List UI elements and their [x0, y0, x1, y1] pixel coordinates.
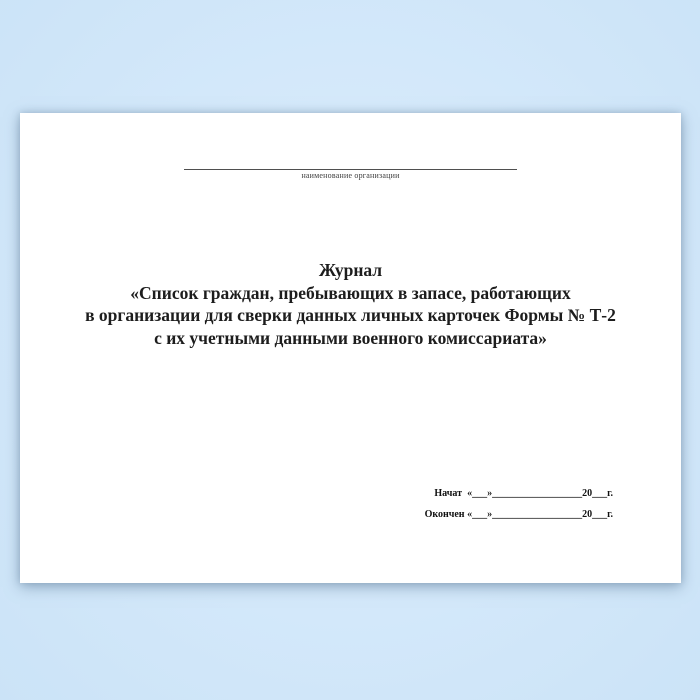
organization-name-block	[20, 169, 681, 181]
organization-name-blank-line	[184, 169, 517, 170]
journal-title-line-1: Журнал	[318, 260, 383, 280]
journal-title-line-4: с их учетными данными военного комиссариата»	[154, 327, 547, 348]
organization-name-caption: наименование организации	[301, 171, 400, 180]
journal-title	[20, 259, 681, 349]
start-end-dates-block	[425, 483, 613, 525]
journal-title-line-3: в организации для сверки данных личных карточек Формы № Т-2	[85, 305, 616, 326]
started-date-row: Начат «___»__________________20___г.	[434, 488, 613, 499]
finished-date-row: Окончен «___»__________________20___г.	[424, 509, 613, 520]
journal-title-line-2: «Список граждан, пребывающих в запасе, работающих	[130, 282, 571, 303]
journal-cover-page	[20, 113, 681, 583]
